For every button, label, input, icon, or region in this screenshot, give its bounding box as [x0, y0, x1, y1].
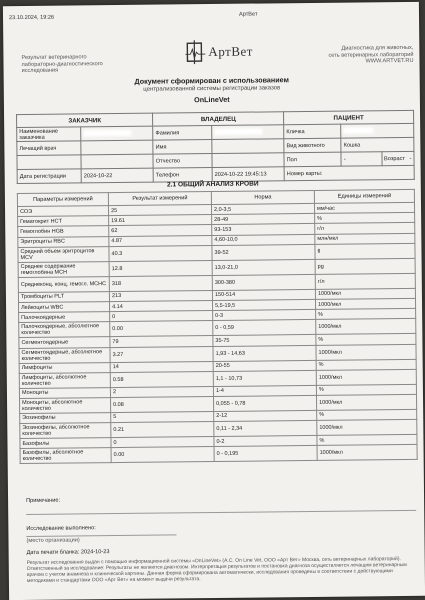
customer-regdate-value: 2024-10-22: [81, 168, 153, 183]
result-unit: 1000/мкл: [316, 394, 416, 410]
note-label: Примечание:: [26, 497, 61, 504]
paper-document: [3, 2, 425, 600]
customer-regdate-label: Дата регистрации: [17, 169, 81, 184]
result-norm: 150-514: [212, 289, 315, 300]
result-unit: 1000/мкл: [315, 288, 415, 299]
redacted-block: [344, 128, 374, 134]
patient-nick-value: [341, 123, 414, 138]
result-unit: %: [317, 434, 417, 445]
result-norm: 0 - 0,195: [214, 446, 317, 462]
performed-label: Исследование выполнено:: [26, 525, 96, 532]
result-param: Сегментоядерные: [19, 337, 110, 348]
result-param: Палочкоядерные: [19, 312, 110, 323]
result-param: Эозинофилы, абсолютное количество: [20, 423, 111, 439]
header-right-block: [301, 45, 413, 66]
result-value: 19.61: [109, 215, 212, 226]
patient-nick-label: Кличка: [284, 124, 341, 139]
result-param: Тромбоциты PLT: [18, 291, 109, 302]
result-norm: 1-4: [213, 385, 316, 396]
owner-phone-label: Телефон: [153, 168, 212, 183]
result-param: Лимфоциты: [19, 362, 110, 373]
doc-subtitle: централизованной системы регистрации заказов: [143, 85, 281, 93]
results-table: [17, 189, 418, 464]
result-unit: мм/час: [314, 202, 414, 213]
col-unit-header: Единицы измерений: [314, 189, 414, 203]
result-value: 0.58: [110, 371, 213, 387]
result-value: 40.3: [109, 245, 212, 261]
result-unit: %: [316, 359, 416, 370]
result-param: Лейкоциты WBC: [19, 302, 110, 313]
performed-line: [26, 534, 176, 537]
result-unit: 1000/мкл: [317, 445, 417, 461]
owner-header: ВЛАДЕЛЕЦ: [153, 112, 284, 126]
doc-system-name: OnLineVet: [194, 94, 230, 105]
patient-age-cell: [381, 151, 414, 165]
result-value: 0: [110, 311, 213, 322]
result-param: Эритроциты RBC: [18, 236, 109, 247]
artvet-logo: [185, 40, 253, 65]
col-param-header: Параметры измерений: [17, 193, 108, 207]
result-value: 2: [110, 386, 213, 397]
result-param: СОЭ: [18, 206, 109, 217]
result-param: Моноциты: [19, 387, 110, 398]
result-norm: 2,0-3,5: [211, 203, 314, 214]
print-site-name: АртВет: [238, 11, 258, 18]
result-param: Гематокрит HCT: [18, 216, 109, 227]
patient-species-value: Кошка: [341, 137, 414, 152]
customer-doctor-value: [81, 140, 153, 155]
customer-empty-value: [81, 154, 153, 169]
doc-title: Документ сформирован с использованием: [134, 75, 289, 86]
result-param: Средний объем эритроцитов MCV: [18, 246, 109, 262]
results-body: [18, 202, 418, 463]
result-unit: млн/мкл: [315, 233, 415, 244]
result-norm: 0 - 0,59: [213, 320, 316, 336]
result-value: 0.08: [111, 396, 214, 412]
result-unit: pg: [315, 258, 415, 274]
result-unit: 1000/мкл: [317, 419, 417, 435]
result-param: Сегментоядерные, абсолютное количество: [19, 347, 110, 363]
org-label: (место организации): [26, 537, 80, 544]
patient-sex-value: -: [341, 152, 381, 166]
owner-name-value: [212, 139, 284, 154]
result-param: Среднее содержание гемоглобина MCH: [18, 261, 109, 277]
result-norm: 13,0-21,0: [212, 259, 315, 275]
result-value: 14: [110, 361, 213, 372]
result-norm: 39-52: [212, 244, 315, 260]
customer-name-value: [81, 126, 153, 141]
result-value: 79: [110, 336, 213, 347]
result-norm: 1,1 - 10,73: [213, 370, 316, 386]
result-norm: 5,5-19,5: [212, 299, 315, 310]
result-param: Базофилы, абсолютное количество: [20, 448, 111, 464]
header-right-line2: сеть ветеринарных лабораторий: [328, 51, 414, 59]
result-unit: %: [316, 334, 416, 345]
result-param: Эозинофилы: [20, 412, 111, 423]
result-param: Моноциты, абсолютное количество: [20, 397, 111, 413]
result-param: Гемоглобин HGB: [18, 226, 109, 237]
patient-age-label: Возраст: [384, 155, 406, 162]
result-value: 0.00: [111, 447, 214, 463]
patient-header: ПАЦИЕНТ: [284, 110, 414, 124]
header-right-url: WWW.ARTVET.RU: [365, 57, 414, 65]
result-unit: 1000/мкл: [316, 344, 416, 360]
result-unit: 1000/мкл: [316, 319, 416, 335]
artvet-logo-text: АртВет: [208, 43, 253, 60]
result-unit: 1000/мкл: [315, 298, 415, 309]
customer-empty-label: [17, 155, 81, 170]
result-param: Среднеконц. конц. гемогл. MCHC: [18, 276, 109, 292]
result-unit: %: [316, 309, 416, 320]
result-unit: %: [315, 213, 415, 224]
result-unit: fl: [315, 243, 415, 259]
result-value: 318: [109, 275, 212, 291]
result-value: 0.21: [111, 422, 214, 438]
result-value: 4.87: [109, 235, 212, 246]
artvet-logo-icon: [185, 40, 205, 64]
result-value: 0.00: [110, 321, 213, 337]
owner-name-label: Имя: [153, 140, 212, 155]
result-norm: 28-49: [212, 214, 315, 225]
owner-patronymic-value: [212, 153, 284, 168]
result-param: Лимфоциты, абсолютное количество: [19, 372, 110, 388]
result-value: 4.14: [109, 300, 212, 311]
customer-name-label: Наименование заказчика: [17, 127, 81, 142]
owner-phone-value: 2024-10-22 19:45:13: [212, 167, 284, 182]
section-title: 2.1 ОБЩИЙ АНАЛИЗ КРОВИ: [166, 180, 259, 189]
print-date: Дата печати бланка: 2024-10-23: [26, 549, 110, 556]
col-result-header: Результат измерений: [108, 192, 211, 206]
header-left-text: Результат ветеринарного лабораторно-диагностического исследования: [21, 54, 103, 75]
result-norm: 4,60-10,0: [212, 234, 315, 245]
result-unit: %: [317, 409, 417, 420]
patient-sex-label: Пол: [284, 152, 341, 167]
customer-header: ЗАКАЗЧИК: [17, 113, 153, 127]
result-norm: 0-2: [214, 435, 317, 446]
result-norm: 0,055 - 0,78: [213, 395, 316, 411]
patient-card-label: Номер карты:: [284, 165, 414, 180]
result-norm: 2-12: [214, 410, 317, 421]
result-param: Базофилы: [20, 438, 111, 449]
customer-doctor-label: Лечащий врач: [17, 141, 81, 156]
result-norm: 1,93 - 14,63: [213, 345, 316, 361]
result-row: [20, 445, 417, 464]
result-norm: 300-380: [212, 274, 315, 290]
result-value: 62: [109, 225, 212, 236]
owner-surname-value: [212, 125, 284, 140]
result-unit: 1000/мкл: [316, 369, 416, 385]
owner-surname-label: Фамилия: [153, 126, 212, 141]
result-value: 3.27: [110, 346, 213, 362]
result-param: Палочкоядерные, абсолютное количество: [19, 322, 110, 338]
patient-species-label: Вид животного: [284, 138, 341, 153]
col-norm-header: Норма: [211, 190, 314, 204]
result-norm: 0-3: [213, 310, 316, 321]
result-norm: 20-55: [213, 360, 316, 371]
result-unit: г/л: [315, 273, 415, 289]
result-value: 213: [109, 290, 212, 301]
redacted-block: [214, 129, 262, 136]
owner-patronymic-label: Отчество: [153, 154, 212, 169]
result-norm: 93-153: [212, 224, 315, 235]
result-unit: г/л: [315, 223, 415, 234]
fine-print: Результат исследования выдан с помощью информационной системы «OnLineVet» (А.С. On Line Vet, ООО «Арт Вет» Москва, сеть ветеринарных лабораторий). Ответственный за исследование: Результаты не являются диагнозом. Интерпретация результатов и постановка диагноза осуществляется лечащим ветеринарным врачом с учетом анамнеза и клинической картины. Данная форма сформирована автоматически, исследования проведены в соответствии с действующими методиками и стандартами ООО «Арт Вет» на момент выдачи результата.: [26, 556, 407, 584]
result-value: 0: [111, 437, 214, 448]
info-table: [16, 110, 415, 184]
patient-age-value: -: [409, 155, 412, 162]
result-norm: 35-75: [213, 335, 316, 346]
result-value: 12.8: [109, 260, 212, 276]
result-value: 25: [108, 205, 211, 216]
note-line: [26, 510, 416, 515]
result-unit: %: [316, 384, 416, 395]
result-norm: 0,11 - 2,34: [214, 420, 317, 436]
result-value: 5: [111, 411, 214, 422]
redacted-block: [83, 130, 131, 137]
header-right-line1: Диагностика для животных,: [341, 44, 414, 52]
print-datetime: 23.10.2024, 19:26: [8, 14, 55, 22]
